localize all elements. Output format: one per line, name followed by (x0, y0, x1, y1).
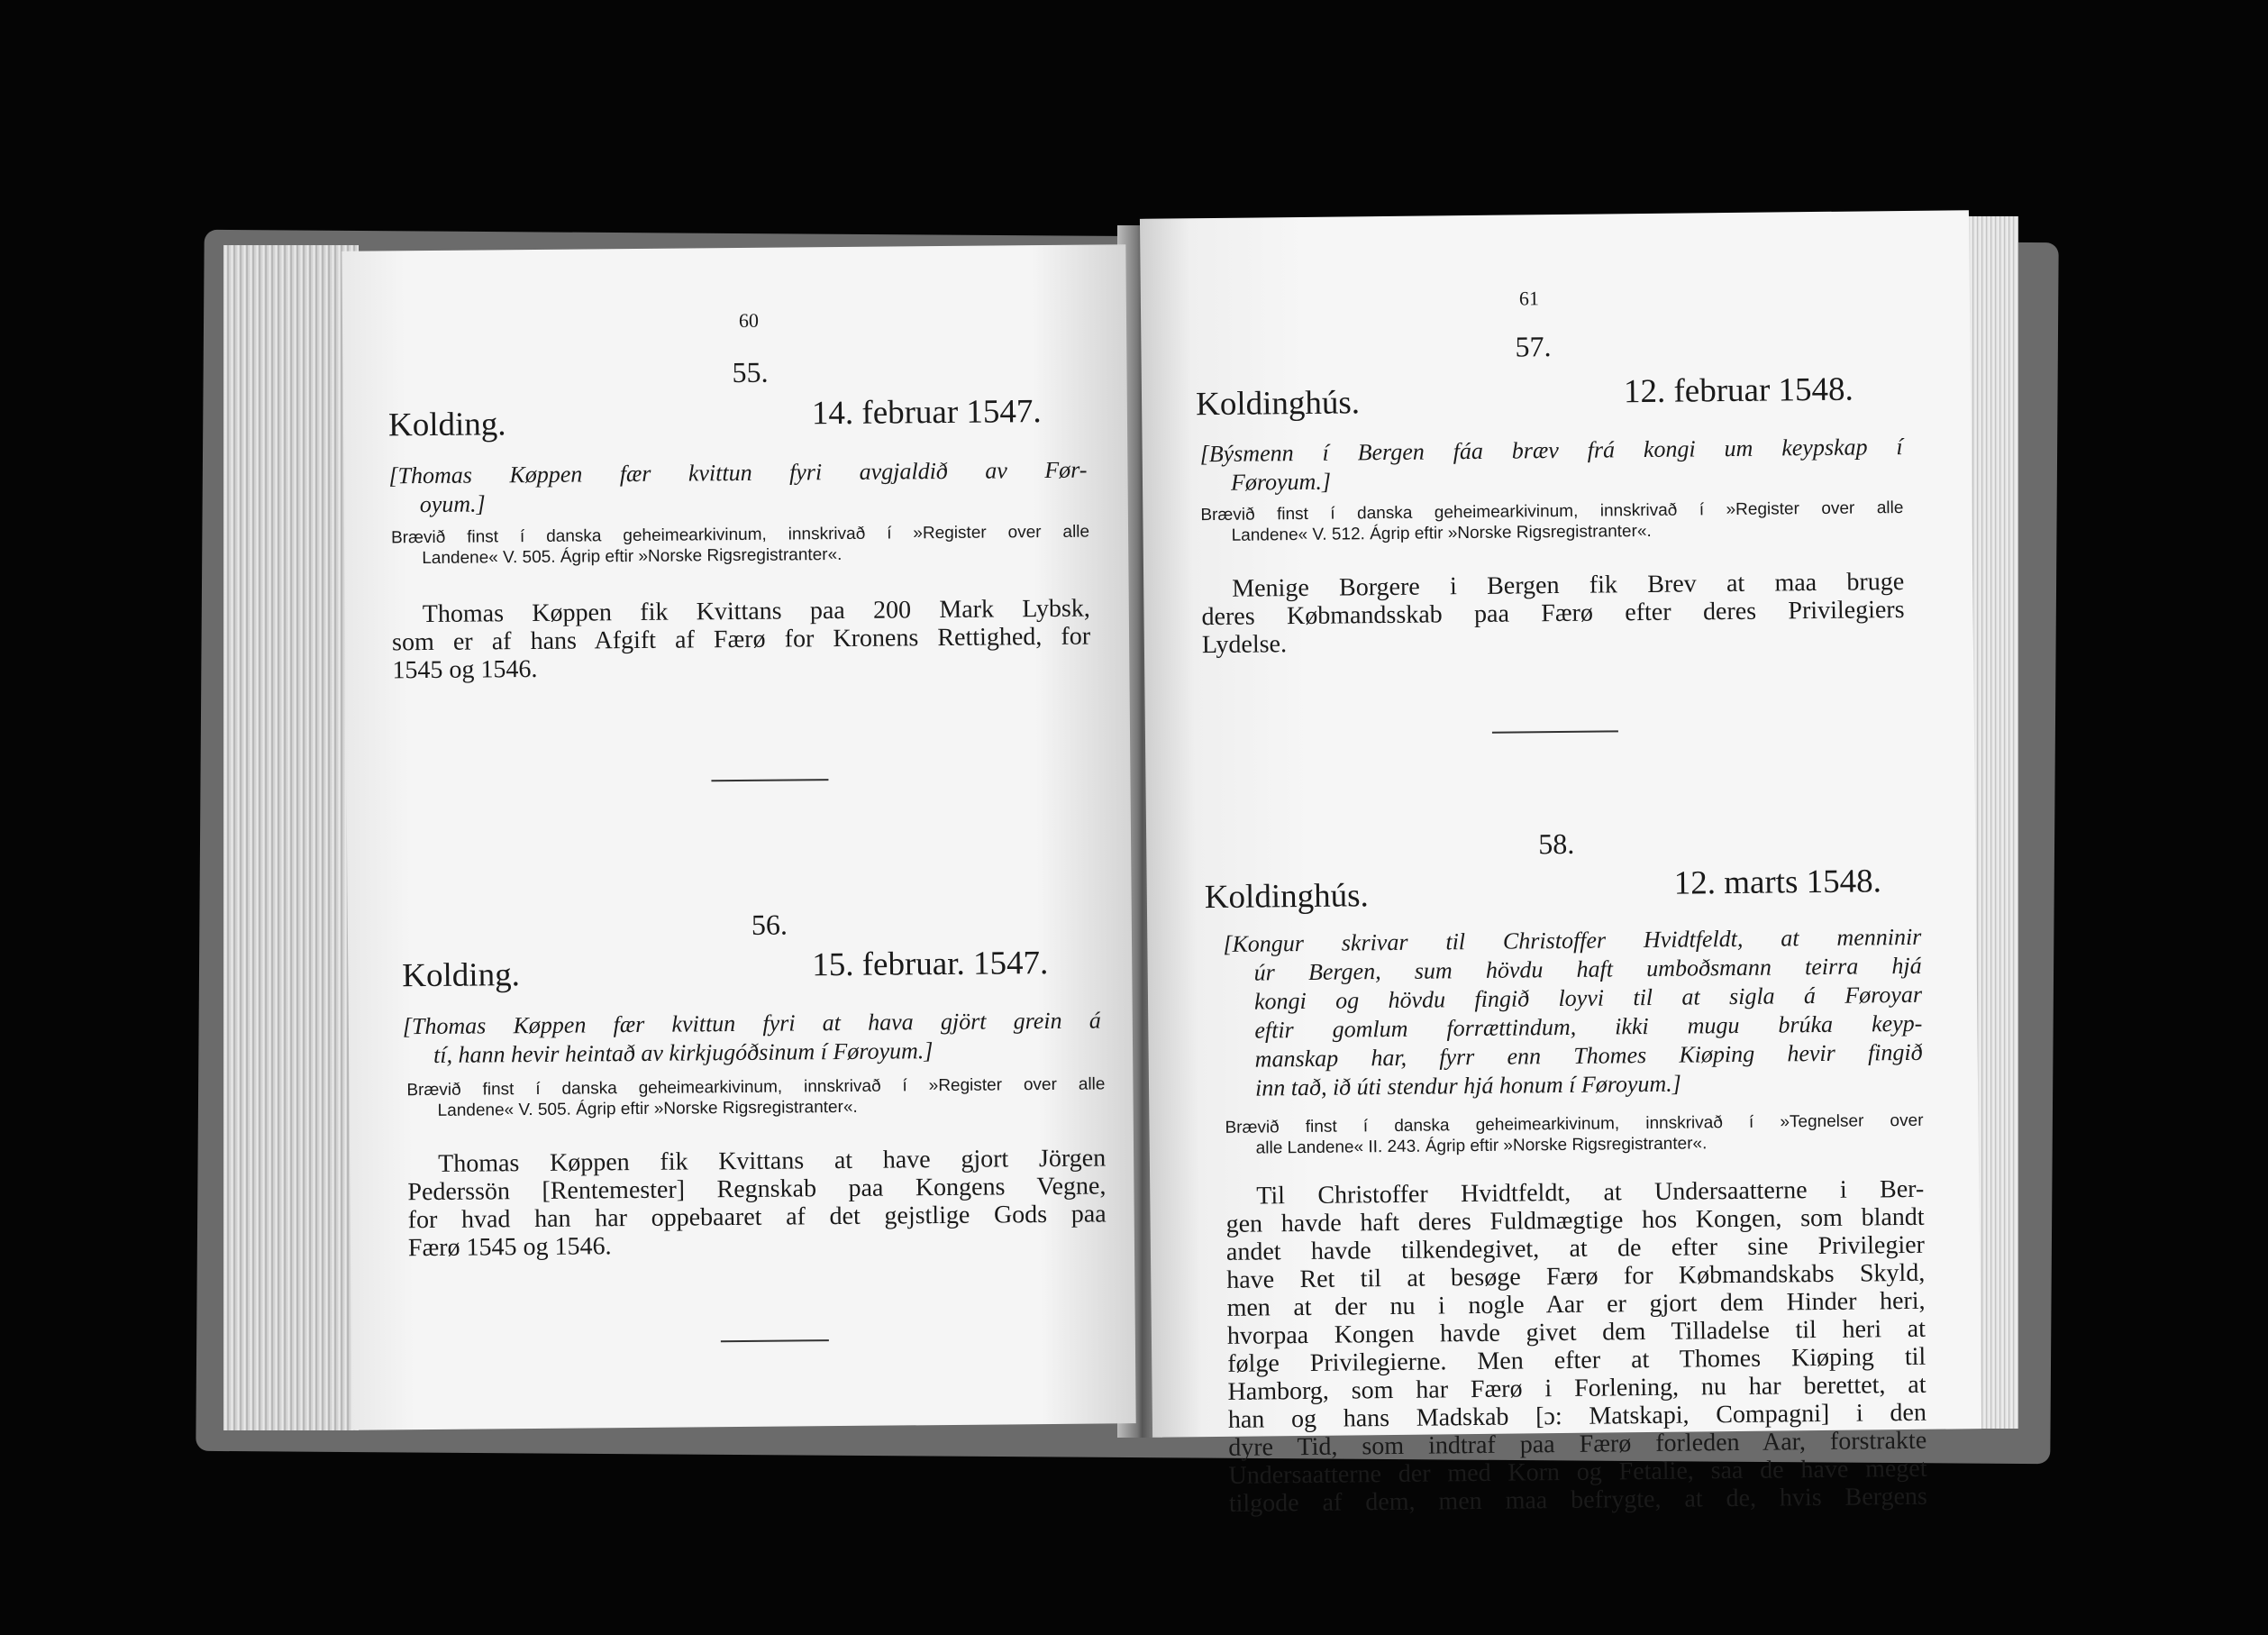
summary-line: manskap har, fyrr enn Thomes Kiøping hevir fingið (1254, 1038, 1923, 1073)
body-line: dyre Tid, som indtraf paa Færø forleden Aar, forstrakte (1228, 1426, 1927, 1462)
entry-date: 12. marts 1548. (1673, 863, 1882, 902)
body-line: Pederssön [Rentemester] Regnskab paa Kongens Vegne, (407, 1172, 1107, 1207)
entry-place: Koldinghús. (1195, 384, 1361, 424)
entry-summary (1200, 433, 1904, 498)
entry-source (406, 1073, 1105, 1121)
entry-summary (403, 1007, 1102, 1071)
page-number: 61 (1518, 287, 1540, 310)
body-line: andet havde tilkendegivet, at de efter sine Privilegier (1225, 1230, 1926, 1266)
source-line: Brævið finst í danska geheimearkivinum, innskrivað í »Register over alle (1200, 498, 1904, 525)
summary-line: [Thomas Køppen fær kvittun fyri at hava gjört grein á (402, 1007, 1101, 1040)
section-divider (1492, 730, 1618, 733)
entry-number: 57. (1515, 330, 1552, 363)
entry-place: Koldinghús. (1204, 877, 1369, 917)
body-line: Færø 1545 og 1546. (407, 1232, 612, 1263)
entry-date: 14. februar 1547. (811, 393, 1042, 433)
entry-source (391, 522, 1089, 570)
body-line: 1545 og 1546. (392, 654, 538, 685)
summary-line: [Thomas Køppen fær kvittun fyri avgjaldið av Før- (388, 456, 1088, 489)
body-line: han og hans Madskab [ɔ: Matskapi, Compagni] i den (1227, 1398, 1927, 1434)
source-line: Landene« V. 505. Ágrip eftir »Norske Rigsregistranter«. (422, 544, 843, 569)
summary-line: oyum.] (419, 490, 486, 518)
summary-line: [Kongur skrivar til Christoffer Hvidtfeldt, at menninir (1223, 923, 1922, 957)
body-line: Thomas Køppen fik Kvittans paa 200 Mark Lybsk, (422, 594, 1090, 629)
source-line: Landene« V. 512. Ágrip eftir »Norske Rigsregistranter«. (1231, 521, 1652, 545)
body-line: men at der nu i nogle Aar er gjort dem Hinder heri, (1226, 1286, 1926, 1322)
summary-line: úr Bergen, sum hövdu haft umboðsmann teirra hjá (1253, 952, 1922, 986)
entry-summary (1223, 923, 1923, 1103)
body-line: som er af hans Afgift af Færø for Kronens Rettighed, for (391, 622, 1091, 657)
section-divider (711, 779, 828, 781)
body-line: Thomas Køppen fik Kvittans at have gjort Jörgen (438, 1144, 1107, 1178)
body-line: Menige Borgere i Bergen fik Brev at maa bruge (1232, 567, 1905, 603)
entry-source (1200, 498, 1903, 546)
entry-number: 55. (732, 355, 769, 389)
entry-summary (388, 456, 1088, 520)
summary-line: eftir gomlum forrættindum, ikki mugu brúka keyp- (1254, 1009, 1923, 1044)
entry-place: Kolding. (387, 406, 506, 444)
entry-date: 12. februar 1548. (1623, 370, 1854, 411)
summary-line: [Býsmenn í Bergen fáa bræv frá kongi um keypskap í (1199, 434, 1903, 468)
body-line: Til Christoffer Hvidtfeldt, at Undersaatterne i Ber- (1256, 1174, 1925, 1210)
source-line: alle Landene« II. 243. Ágrip eftir »Norske Rigsregistranter«. (1255, 1134, 1708, 1158)
body-line: deres Købmandsskab paa Færø efter deres Privilegiers (1201, 595, 1905, 632)
page-number: 60 (738, 308, 760, 332)
body-line: Hamborg, som har Færø i Forlening, nu har berettet, at (1227, 1370, 1926, 1406)
entry-body (1201, 568, 1905, 659)
summary-line: tí, hann hevir heintað av kirkjugóðsinum í Føroyum.] (433, 1037, 934, 1068)
right-page (1140, 210, 1981, 1518)
entry-place: Kolding. (402, 956, 521, 995)
entry-body (407, 1144, 1107, 1262)
entry-date: 15. februar. 1547. (812, 945, 1049, 984)
body-line: følge Privilegierne. Men efter at Thomes Kiøping til (1227, 1342, 1926, 1378)
section-divider (721, 1339, 829, 1342)
entry-body (392, 595, 1091, 685)
page-edges-left (223, 245, 359, 1430)
body-line: have Ret til at besøge Færø for Købmandskabs Skyld, (1226, 1258, 1926, 1294)
source-line: Brævið finst í danska geheimearkivinum, innskrivað í »Register over alle (406, 1074, 1106, 1101)
source-line: Brævið finst í danska geheimearkivinum, innskrivað í »Register over alle (390, 522, 1090, 548)
left-page (342, 244, 1135, 1430)
body-line: for hvad han har oppebaaret af det gejstlige Gods paa (407, 1200, 1107, 1235)
entry-body (1225, 1175, 1927, 1518)
body-line: Undersaatterne der med Korn og Fetalie, saa de have meget (1228, 1454, 1927, 1490)
summary-line: inn tað, ið úti stendur hjá honum í Føroyum.] (1254, 1070, 1681, 1101)
body-line: gen havde haft deres Fuldmægtige hos Kongen, som blandt (1225, 1202, 1925, 1238)
summary-line: Føroyum.] (1230, 468, 1332, 496)
body-line: tilgode af dem, men maa befrygte, at de, hvis Bergens (1228, 1482, 1927, 1518)
source-line: Landene« V. 505. Ágrip eftir »Norske Rigsregistranter«. (437, 1097, 858, 1120)
summary-line: kongi og hövdu fingið loyvi til at sigla á Føroyar (1253, 981, 1923, 1015)
source-line: Brævið finst í danska geheimearkivinum, innskrivað í »Tegnelser over (1225, 1110, 1924, 1137)
body-line: hvorpaa Kongen havde givet dem Tilladelse til heri at (1226, 1314, 1926, 1350)
entry-number: 58. (1538, 827, 1575, 861)
body-line: Lydelse. (1201, 630, 1288, 660)
entry-number: 56. (751, 908, 788, 941)
entry-source (1225, 1110, 1923, 1159)
